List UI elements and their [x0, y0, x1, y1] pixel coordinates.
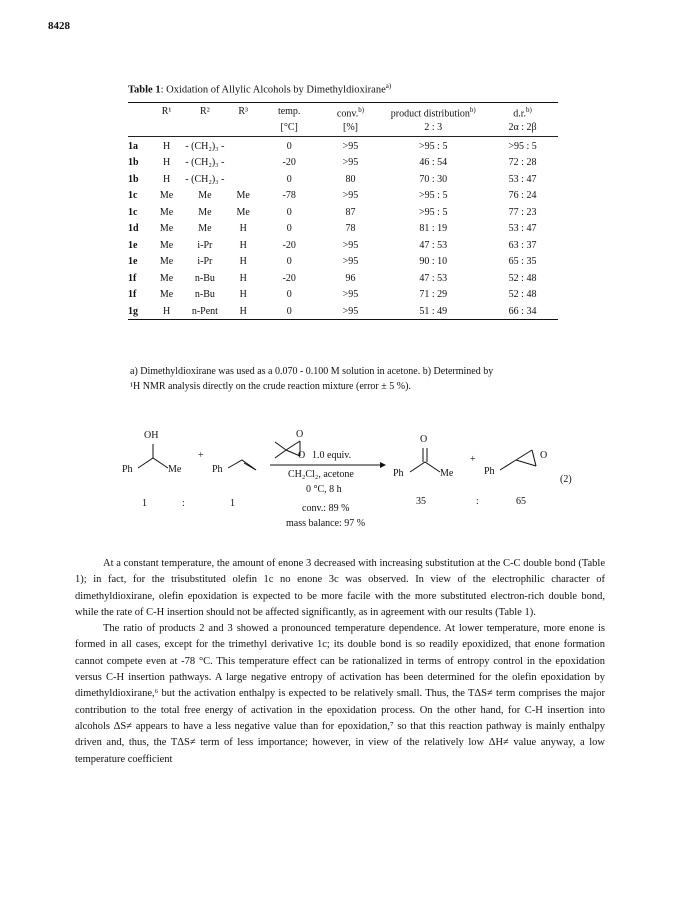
cell-temp: 0	[286, 173, 292, 185]
table-row	[128, 253, 558, 270]
cell-r1: Me	[159, 272, 174, 284]
cell-r1: Me	[159, 190, 174, 202]
ketone-o-label: O	[420, 434, 428, 445]
cell-drb: 23	[526, 206, 537, 218]
paragraph-2: The ratio of products 2 and 3 showed a pronounced temperature dependence. At lower temperature, more enone is formed in all cases, except for the trimethyl derivative 1c; its double bond is so readily epoxidized, that enone formation cannot compete even at -78 °C. This temperature effect can be rationalized in terms of entropy control in the epoxidation versus C-H insertion pathways. A large negative entropy of activation has been determined for the olefin epoxidation by dimethyldioxirane,⁶ but the activation enthalpy is expected to be relatively small. Thus, the TΔS≠ term comprises the major contribution to the total free energy of activation in the epoxidation process. On the other hand, for C-H insertion into alcohols ΔS≠ appears to have a less negative value than for epoxidation,⁷ so that this reaction pathway is mainly enthalpy driven and, thus, the TΔS≠ term of less importance; however, in view of the relatively low ΔH≠ value anyway, a low temperature coefficient	[75, 623, 605, 765]
cell-p2: 71	[419, 289, 430, 301]
cell-product-ratio: 47 : 53	[419, 272, 448, 284]
ratio-left-colon: :	[182, 498, 185, 509]
cell-p2: 51	[419, 305, 430, 317]
body-text	[75, 556, 605, 768]
cell-temp: 0	[286, 206, 292, 218]
table-bottom-rule	[128, 319, 558, 320]
cell-temp: 0	[286, 289, 292, 301]
cell-r1: H	[162, 157, 171, 169]
cell-product-ratio: 70 : 30	[419, 173, 448, 185]
plus-2: +	[470, 454, 476, 465]
table-row	[128, 204, 558, 221]
cell-p3: 49	[437, 305, 448, 317]
table-row	[128, 138, 558, 155]
ph-label-1: Ph	[122, 464, 133, 475]
cell-product-ratio: 46 : 54	[419, 157, 448, 169]
cell-conv: >95	[342, 289, 359, 301]
cell-dra: 52	[508, 272, 519, 284]
ratio-right-b: 65	[516, 496, 526, 507]
cell-r2: n-Pent	[191, 305, 218, 317]
col-product: product distribution$^{b)}$	[390, 105, 476, 119]
cell-product-ratio: >95 : 5	[419, 206, 448, 218]
cell-temp: 0	[286, 140, 292, 152]
cell-drb: 5	[531, 140, 537, 152]
cell-r3: H	[239, 239, 247, 251]
cell-r1: Me	[159, 289, 174, 301]
cell-conv: >95	[342, 256, 359, 268]
cell-drb: 47	[526, 223, 537, 235]
footnote-line-2: ¹H NMR analysis directly on the crude reaction mixture (error ± 5 %).	[130, 381, 411, 392]
cell-p3: 29	[437, 289, 448, 301]
table-caption	[128, 82, 558, 96]
cell-drb: 35	[526, 256, 537, 268]
table-row	[128, 187, 558, 204]
footnote-line-1: a) Dimethyldioxirane was used as a 0.070 - 0.100 M solution in acetone. b) Determined by	[130, 366, 494, 377]
table-row	[128, 286, 558, 303]
cell-r2: Me	[198, 206, 212, 218]
cell-conv: >95	[342, 157, 359, 169]
ratio-right-colon: :	[476, 496, 479, 507]
col-product-sub: 2 : 3	[424, 121, 443, 133]
col-r2: R²	[200, 105, 210, 117]
cell-dr-ratio: 53 : 47	[508, 173, 537, 185]
table-header-row-1	[128, 103, 558, 121]
cell-product-ratio: >95 : 5	[419, 140, 448, 152]
oh-label: OH	[144, 430, 159, 441]
plus-1: +	[198, 450, 204, 461]
cell-r3	[230, 171, 257, 188]
cell-r1: H	[162, 140, 171, 152]
col-temp-unit: [°C]	[280, 121, 298, 133]
cell-dra: 76	[508, 190, 519, 202]
cell-conv: 96	[345, 272, 356, 284]
cell-p2: 47	[419, 239, 430, 251]
table-body	[128, 138, 558, 320]
conversion-label: conv.: 89 %	[302, 503, 350, 514]
cell-p2: >95	[419, 140, 435, 152]
cell-dra: >95	[508, 140, 524, 152]
reaction-scheme	[120, 428, 590, 548]
cell-conv: 80	[345, 173, 356, 185]
cell-entry: 1g	[128, 305, 138, 317]
cell-r2: - (CH₂)₃ -	[185, 140, 225, 152]
cell-product-ratio: 71 : 29	[419, 289, 448, 301]
cell-temp: 0	[286, 223, 292, 235]
cell-entry: 1c	[128, 190, 138, 202]
cell-r3	[230, 138, 257, 155]
cell-conv: >95	[342, 305, 359, 317]
col-temp: temp.	[277, 105, 301, 117]
cell-p3: 54	[437, 157, 448, 169]
table-footnote	[130, 364, 560, 394]
cell-entry: 1f	[128, 289, 137, 301]
solvent-label: CH₂Cl₂, acetone	[288, 469, 354, 480]
scheme-structures	[120, 428, 590, 548]
cell-p3: 5	[442, 190, 448, 202]
equation-number: (2)	[560, 474, 572, 485]
cell-r2: - (CH₂)₃ -	[185, 173, 225, 185]
dioxirane-o-top: O	[296, 429, 304, 440]
cell-dr-ratio: 52 : 48	[508, 289, 537, 301]
table-row	[128, 237, 558, 254]
cell-conv: 87	[345, 206, 356, 218]
me-label-2: Me	[440, 468, 454, 479]
table-caption-label: Table 1	[128, 84, 161, 96]
cell-product-ratio: 90 : 10	[419, 256, 448, 268]
cell-entry: 1f	[128, 272, 137, 284]
table-row	[128, 220, 558, 237]
cell-drb: 48	[526, 272, 537, 284]
cell-temp: -78	[282, 190, 296, 202]
table-header-rule	[128, 136, 558, 137]
cell-r3: Me	[236, 206, 250, 218]
cell-drb: 37	[526, 239, 537, 251]
cell-temp: -20	[282, 272, 296, 284]
col-dr-sub: 2α : 2β	[508, 121, 537, 133]
table-caption-note: a)	[385, 82, 392, 90]
cell-conv: 78	[345, 223, 356, 235]
ratio-left-b: 1	[230, 498, 235, 509]
cell-dr-ratio: 65 : 35	[508, 256, 537, 268]
cell-p2: 81	[419, 223, 430, 235]
cell-dr-ratio: 66 : 34	[508, 305, 537, 317]
cell-r1: H	[162, 173, 171, 185]
cell-dr-ratio: 77 : 23	[508, 206, 537, 218]
ph-label-3: Ph	[393, 468, 404, 479]
cell-p3: 5	[442, 206, 448, 218]
cell-conv: >95	[342, 190, 359, 202]
cell-r2: - (CH₂)₃ -	[185, 157, 225, 169]
cell-p3: 5	[442, 140, 448, 152]
col-dr: d.r.$^{b)}$	[513, 105, 532, 119]
cell-dr-ratio: 52 : 48	[508, 272, 537, 284]
cell-r1: Me	[159, 256, 174, 268]
cell-r2: i-Pr	[197, 256, 213, 268]
cell-product-ratio: 47 : 53	[419, 239, 448, 251]
cell-entry: 1c	[128, 206, 138, 218]
cell-p3: 10	[437, 256, 448, 268]
cell-entry: 1b	[128, 173, 139, 185]
cell-product-ratio: 81 : 19	[419, 223, 448, 235]
reagent-label: 1.0 equiv.	[312, 450, 352, 461]
cell-dr-ratio: >95 : 5	[508, 140, 537, 152]
ph-label-4: Ph	[484, 466, 495, 477]
cell-temp: -20	[282, 239, 296, 251]
dioxirane-o-bottom: O	[298, 450, 306, 461]
cell-p2: 47	[419, 272, 430, 284]
cell-drb: 34	[526, 305, 537, 317]
cell-p2: 70	[419, 173, 430, 185]
cell-p2: 90	[419, 256, 430, 268]
ratio-left-a: 1	[142, 498, 147, 509]
paragraph-1: At a constant temperature, the amount of enone 3 decreased with increasing substitution at the C-C double bond (Table 1); in fact, for the trisubstituted olefin 1c no enone 3c was observed. In view of the electrophilic character of dimethyldioxirane, olefin epoxidation is expected to be more facile with the more substituted electron-rich double bond, while the rate of C-H insertion should not be affected significantly, as in agreement with our results (Table 1).	[75, 558, 605, 618]
cell-dra: 65	[508, 256, 519, 268]
cell-r3: H	[239, 223, 247, 235]
cell-p2: >95	[419, 190, 435, 202]
ph-label-2: Ph	[212, 464, 223, 475]
epoxide-o-label: O	[540, 450, 548, 461]
cell-r3: H	[239, 272, 247, 284]
cell-r3: H	[239, 289, 247, 301]
cell-dr-ratio: 63 : 37	[508, 239, 537, 251]
data-table	[128, 103, 558, 320]
cell-dr-ratio: 76 : 24	[508, 190, 537, 202]
cell-r3: Me	[236, 190, 250, 202]
cell-dr-ratio: 72 : 28	[508, 157, 537, 169]
table-1	[128, 82, 558, 320]
cell-entry: 1a	[128, 140, 138, 152]
cell-p3: 53	[437, 239, 448, 251]
cell-r1: H	[162, 305, 171, 317]
cell-entry: 1e	[128, 239, 138, 251]
cell-product-ratio: >95 : 5	[419, 190, 448, 202]
cell-r3	[230, 154, 257, 171]
cell-drb: 28	[526, 157, 537, 169]
cell-entry: 1d	[128, 223, 139, 235]
cell-drb: 47	[526, 173, 537, 185]
cell-temp: 0	[286, 305, 292, 317]
me-label-1: Me	[168, 464, 182, 475]
cell-drb: 48	[526, 289, 537, 301]
cell-p2: 46	[419, 157, 430, 169]
col-r3: R³	[238, 105, 249, 117]
table-header-row-2	[128, 121, 558, 135]
cell-r3: H	[239, 256, 247, 268]
cell-entry: 1e	[128, 256, 138, 268]
cell-p3: 53	[437, 272, 448, 284]
cell-temp: 0	[286, 256, 292, 268]
cell-r2: n-Bu	[194, 289, 215, 301]
cell-dra: 52	[508, 289, 519, 301]
cell-r2: n-Bu	[194, 272, 215, 284]
cell-dra: 53	[508, 173, 519, 185]
cell-dra: 63	[508, 239, 519, 251]
cell-p3: 19	[437, 223, 448, 235]
cell-r2: Me	[198, 223, 212, 235]
cell-dra: 66	[508, 305, 519, 317]
cell-dr-ratio: 53 : 47	[508, 223, 537, 235]
cell-dra: 77	[508, 206, 519, 218]
mass-balance-label: mass balance: 97 %	[286, 518, 366, 529]
ratio-right-a: 35	[416, 496, 426, 507]
cell-product-ratio: 51 : 49	[419, 305, 448, 317]
cell-r2: Me	[198, 190, 212, 202]
cell-conv: >95	[342, 239, 359, 251]
col-r1: R¹	[161, 105, 172, 117]
cell-temp: -20	[282, 157, 296, 169]
cell-r3: H	[239, 305, 247, 317]
table-row	[128, 154, 558, 171]
table-row	[128, 171, 558, 188]
cell-r1: Me	[159, 206, 174, 218]
page-number: 8428	[48, 20, 70, 32]
table-caption-text: : Oxidation of Allylic Alcohols by Dimethyldioxirane	[160, 84, 386, 96]
cell-p3: 30	[437, 173, 448, 185]
cell-drb: 24	[526, 190, 537, 202]
cell-dra: 53	[508, 223, 519, 235]
cell-dra: 72	[508, 157, 519, 169]
cell-conv: >95	[342, 140, 359, 152]
cell-entry: 1b	[128, 157, 139, 169]
table-row	[128, 270, 558, 287]
cell-p2: >95	[419, 206, 435, 218]
cell-r1: Me	[159, 223, 174, 235]
table-row	[128, 303, 558, 320]
col-conv: conv.$^{b)}$	[336, 105, 365, 119]
cell-r2: i-Pr	[197, 239, 213, 251]
cell-r1: Me	[159, 239, 174, 251]
col-conv-unit: [%]	[343, 121, 358, 133]
conditions-label: 0 °C, 8 h	[306, 484, 342, 495]
